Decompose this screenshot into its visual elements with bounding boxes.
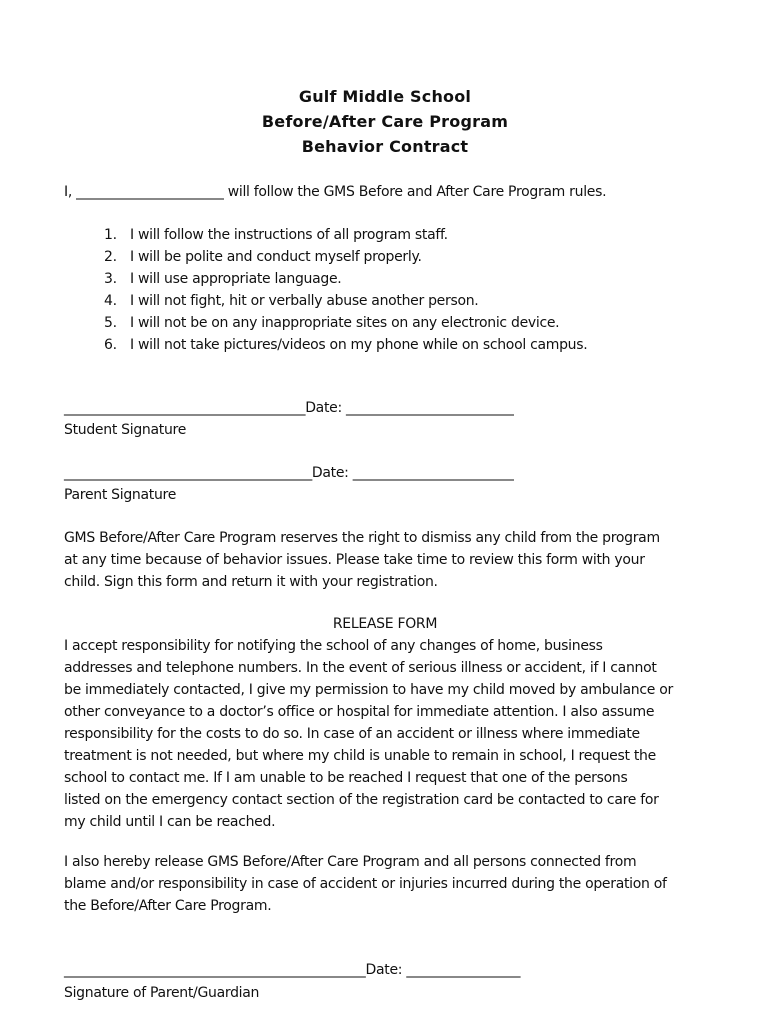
list-item (104, 290, 587, 312)
paragraph-line: school to contact me. If I am unable to be reached I request that one of the persons (64, 770, 628, 786)
paragraph-line: treatment is not needed, but where my child is unable to remain in school, I request the (64, 748, 656, 764)
student-signature-label: Student Signature (64, 422, 187, 438)
intro-prefix: I, (64, 184, 72, 200)
guardian-signature-label: Signature of Parent/Guardian (64, 985, 260, 1001)
intro-statement (64, 181, 606, 203)
rule-text: I will be polite and conduct myself properly. (130, 249, 422, 265)
student-date-line[interactable]: _________________________ (346, 400, 514, 416)
list-item (104, 334, 587, 356)
notice-line: child. Sign this form and return it with your registration. (64, 574, 438, 590)
paragraph-line: responsibility for the costs to do so. In case of an accident or illness where immediate (64, 726, 640, 742)
release-form-heading: RELEASE FORM (332, 616, 438, 632)
guardian-date-label: Date: (365, 962, 403, 978)
school-name: Gulf Middle School (298, 87, 472, 106)
program-name: Before/After Care Program (261, 112, 509, 131)
list-item (104, 312, 587, 334)
paragraph-line: I accept responsibility for notifying the school of any changes of home, business (64, 638, 603, 654)
guardian-signature-line[interactable]: _____________________________________________ (64, 962, 366, 978)
rule-text: I will not fight, hit or verbally abuse another person. (130, 293, 479, 309)
list-item (104, 224, 587, 246)
paragraph-line: blame and/or responsibility in case of accident or injuries incurred during the operation of (64, 876, 667, 892)
guardian-date-line[interactable]: _________________ (406, 962, 521, 978)
name-blank: ______________________ (76, 184, 224, 200)
rule-number: 1. (104, 227, 117, 243)
paragraph-line: addresses and telephone numbers. In the event of serious illness or accident, if I cannot (64, 660, 657, 676)
student-signature-line[interactable]: ____________________________________ (64, 400, 306, 416)
title-block (0, 84, 770, 159)
dismiss-notice (64, 527, 714, 593)
paragraph-line: other conveyance to a doctor’s office or hospital for immediate attention. I also assume (64, 704, 655, 720)
notice-line: at any time because of behavior issues. Please take time to review this form with your (64, 552, 645, 568)
rule-text: I will follow the instructions of all program staff. (130, 227, 448, 243)
guardian-signature-row (64, 959, 520, 981)
student-signature-row (64, 397, 514, 419)
parent-date-label: Date: (311, 465, 349, 481)
rule-number: 6. (104, 337, 117, 353)
rule-text: I will not take pictures/videos on my phone while on school campus. (130, 337, 588, 353)
rule-text: I will use appropriate language. (130, 271, 342, 287)
parent-date-line[interactable]: ________________________ (352, 465, 514, 481)
intro-suffix: will follow the GMS Before and After Care Program rules. (227, 184, 607, 200)
paragraph-line: my child until I can be reached. (64, 814, 276, 830)
parent-signature-label: Parent Signature (64, 487, 177, 503)
rule-number: 2. (104, 249, 117, 265)
rule-text: I will not be on any inappropriate sites on any electronic device. (130, 315, 560, 331)
paragraph-line: be immediately contacted, I give my permission to have my child moved by ambulance or (64, 682, 673, 698)
parent-signature-line[interactable]: _____________________________________ (64, 465, 312, 481)
parent-signature-row (64, 462, 514, 484)
student-date-label: Date: (305, 400, 342, 416)
release-paragraph-1 (64, 635, 714, 833)
rules-list (104, 224, 587, 356)
document-title: Behavior Contract (301, 137, 469, 156)
rule-number: 4. (104, 293, 117, 309)
rule-number: 3. (104, 271, 117, 287)
rule-number: 5. (104, 315, 117, 331)
paragraph-line: I also hereby release GMS Before/After Care Program and all persons connected from (64, 854, 637, 870)
notice-line: GMS Before/After Care Program reserves the right to dismiss any child from the program (64, 530, 660, 546)
paragraph-line: listed on the emergency contact section of the registration card be contacted to care for (64, 792, 659, 808)
list-item (104, 246, 587, 268)
paragraph-line: the Before/After Care Program. (64, 898, 272, 914)
list-item (104, 268, 587, 290)
release-paragraph-2 (64, 851, 714, 917)
